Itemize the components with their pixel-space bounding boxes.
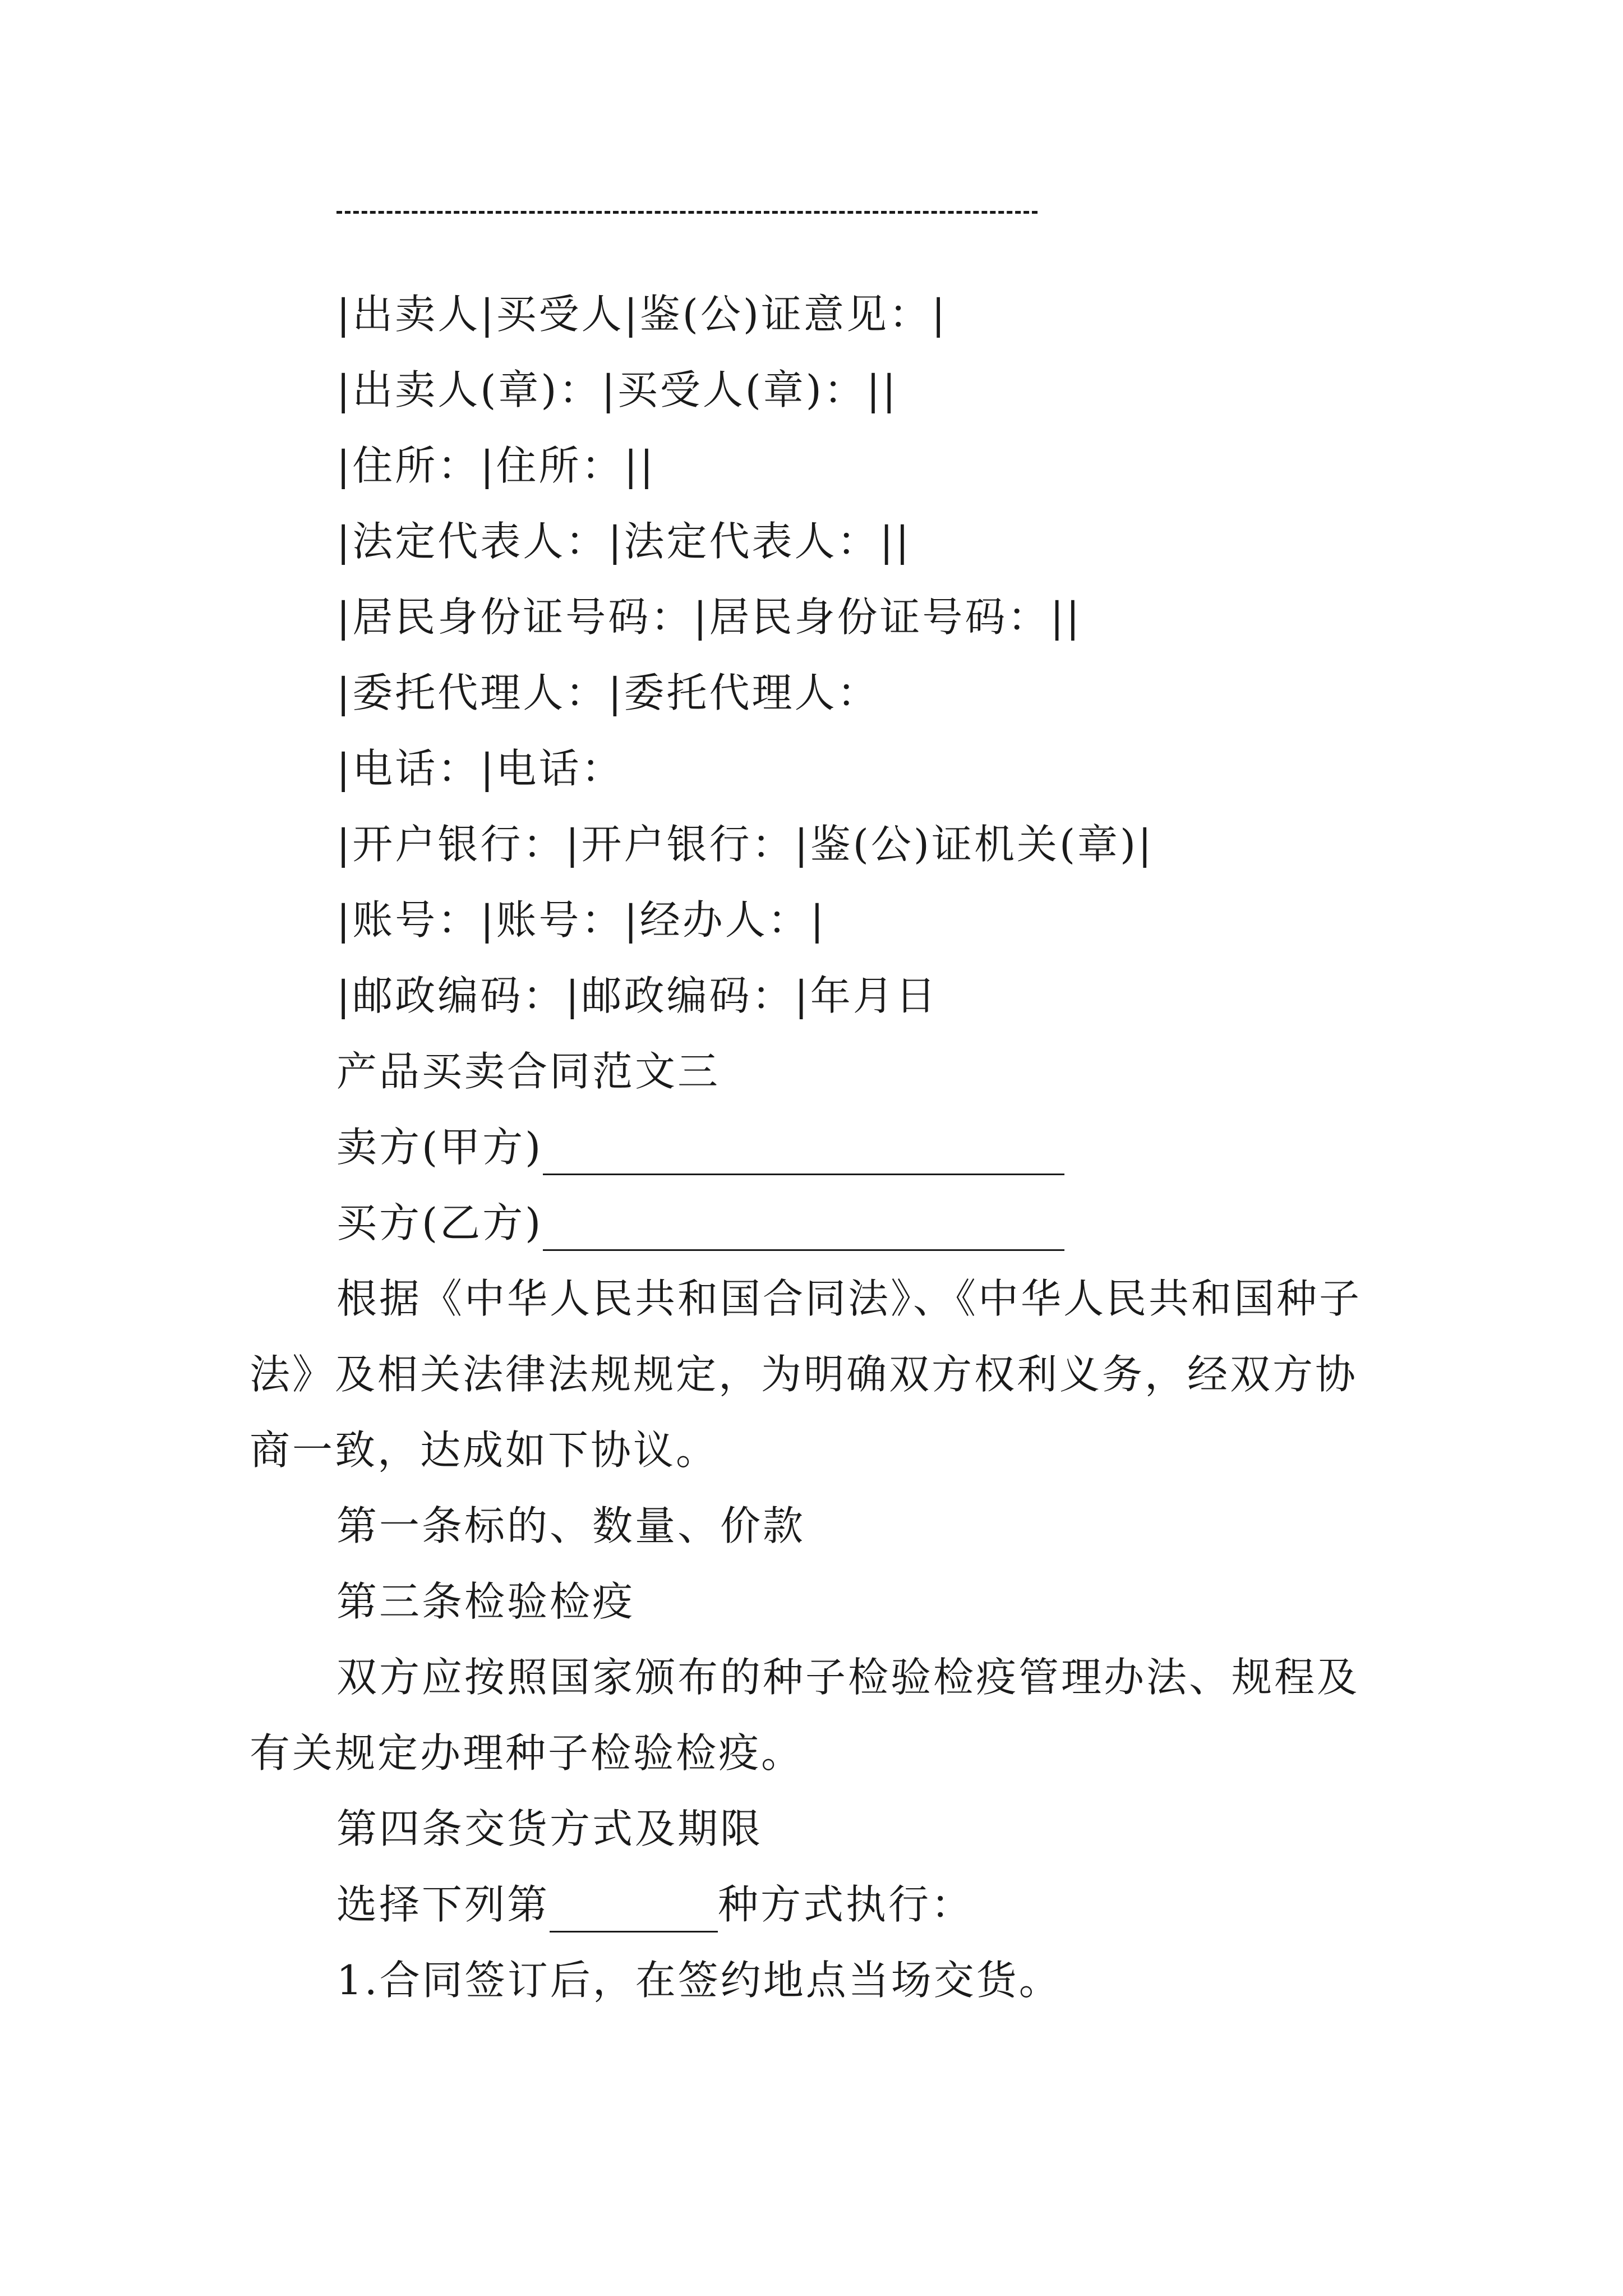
article-1-heading: 第一条标的、数量、价款 [336,1502,806,1549]
signature-table-row-7: |电话：|电话： [336,745,624,792]
signature-table-row-6: |委托代理人：|委托代理人： [336,669,880,716]
intro-line-1: 根据《中华人民共和国合同法》、《中华人民共和国种子 [336,1275,1362,1322]
seller-label: 卖方(甲方) [336,1124,543,1171]
choose-prefix: 选择下列第 [336,1881,550,1928]
signature-table-row-9: |账号：|账号：|经办人：| [336,896,827,944]
intro-line-3: 商一致，达成如下协议。 [250,1427,719,1474]
signature-table-row-1: |出卖人|买受人|鉴(公)证意见：| [336,291,948,338]
intro-line-2: 法》及相关法律法规规定，为明确双方权利义务，经双方协 [250,1351,1358,1398]
signature-table-row-5: |居民身份证号码：|居民身份证号码：|| [336,593,1082,641]
buyer-label: 买方(乙方) [336,1199,543,1246]
method-number-blank [550,1890,718,1932]
choose-suffix: 种方式执行： [718,1881,974,1928]
signature-table-row-3: |住所：|住所：|| [336,442,656,489]
signature-table-row-4: |法定代表人：|法定代表人：|| [336,518,912,565]
seller-blank [543,1133,1064,1175]
buyer-line [336,1195,1064,1251]
signature-table-row-8: |开户银行：|开户银行：|鉴(公)证机关(章)| [336,821,1154,868]
article-3-body-line-1: 双方应按照国家颁布的种子检验检疫管理办法、规程及 [336,1654,1360,1701]
buyer-blank [543,1209,1064,1251]
article-3-heading: 第三条检验检疫 [336,1578,635,1625]
article-4-heading: 第四条交货方式及期限 [336,1805,763,1852]
choose-method-line [336,1876,974,1932]
delivery-option-1: 1.合同签订后，在签约地点当场交货。 [336,1957,1062,2004]
signature-table-row-10: |邮政编码：|邮政编码：|年月日 [336,972,938,1019]
article-3-body-line-2: 有关规定办理种子检验检疫。 [250,1729,804,1777]
section-heading: 产品买卖合同范文三 [336,1048,721,1095]
seller-line [336,1119,1064,1175]
dashed-divider [336,211,1038,214]
signature-table-row-2: |出卖人(章)：|买受人(章)：|| [336,366,898,413]
